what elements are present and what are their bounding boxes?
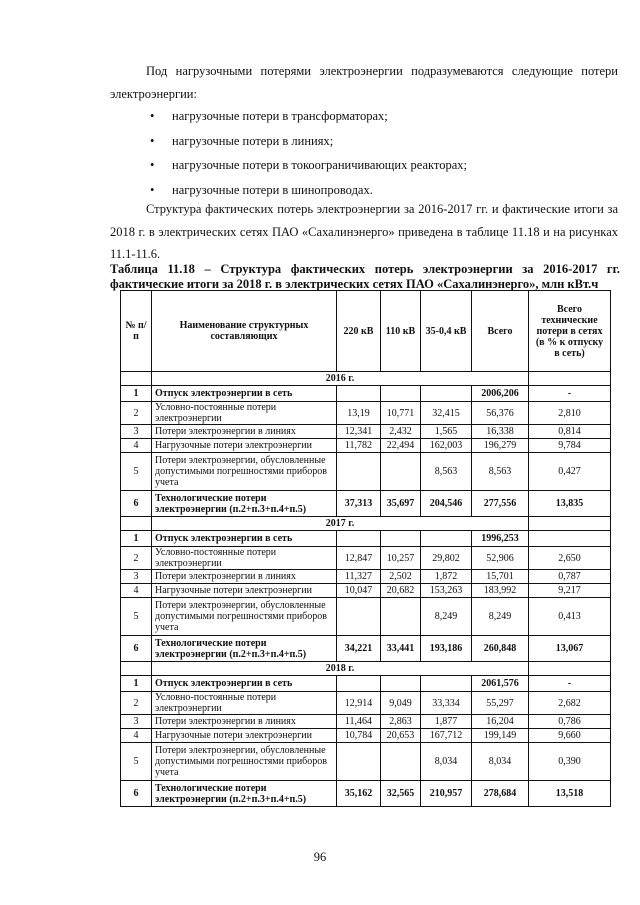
table-cell: Технологические потери электроэнергии (п.2+п.3+п.4+п.5) — [152, 636, 337, 662]
table-cell: 10,047 — [337, 584, 381, 598]
table-cell: 52,906 — [472, 547, 529, 570]
table-cell: 8,563 — [472, 453, 529, 491]
table-cell: Условно-постоянные потери электроэнергии — [152, 692, 337, 715]
table-cell — [121, 372, 152, 386]
table-row — [121, 402, 611, 425]
table-cell: 4 — [121, 584, 152, 598]
table-row — [121, 547, 611, 570]
table-cell: 2006,206 — [472, 386, 529, 402]
table-cell: 4 — [121, 729, 152, 743]
table-caption: Таблица 11.18 – Структура фактических потерь электроэнергии за 2016-2017 гг. фактические итоги за 2018 г. в электрических сетях ПАО «Сахалинэнерго», млн кВт.ч — [110, 262, 620, 291]
table-cell — [381, 743, 421, 781]
losses-table — [120, 290, 611, 807]
table-cell: 8,034 — [421, 743, 472, 781]
bullet-item: • нагрузочные потери в линиях; — [110, 129, 610, 154]
table-cell: 6 — [121, 491, 152, 517]
table-body — [121, 372, 611, 807]
table-cell: 13,19 — [337, 402, 381, 425]
table-cell: Потери электроэнергии в линиях — [152, 425, 337, 439]
table-cell: Потери электроэнергии, обусловленные допустимыми погрешностями приборов учета — [152, 453, 337, 491]
table-cell: 2,502 — [381, 570, 421, 584]
table-cell: 1 — [121, 386, 152, 402]
table-cell: 34,221 — [337, 636, 381, 662]
table-cell: 9,049 — [381, 692, 421, 715]
table-cell: 10,771 — [381, 402, 421, 425]
table-cell: 278,684 — [472, 781, 529, 807]
table-cell: 10,257 — [381, 547, 421, 570]
table-cell: 1,565 — [421, 425, 472, 439]
table-cell — [337, 676, 381, 692]
table-cell: 2 — [121, 692, 152, 715]
table-cell: 8,249 — [472, 598, 529, 636]
table-cell: 0,787 — [529, 570, 611, 584]
bullet-icon: • — [150, 109, 155, 123]
table-cell: 2,650 — [529, 547, 611, 570]
table-row — [121, 570, 611, 584]
table-cell: 1,877 — [421, 715, 472, 729]
page-number: 96 — [313, 850, 327, 864]
table-cell: 55,297 — [472, 692, 529, 715]
table-cell: 5 — [121, 453, 152, 491]
table-cell: 12,341 — [337, 425, 381, 439]
table-cell: 16,204 — [472, 715, 529, 729]
table-row — [121, 386, 611, 402]
table-cell: 196,279 — [472, 439, 529, 453]
table-cell: 8,563 — [421, 453, 472, 491]
table-cell: Технологические потери электроэнергии (п.2+п.3+п.4+п.5) — [152, 491, 337, 517]
table-cell: 32,415 — [421, 402, 472, 425]
table-row — [121, 729, 611, 743]
table-cell: Условно-постоянные потери электроэнергии — [152, 402, 337, 425]
table-cell: 193,186 — [421, 636, 472, 662]
table-cell — [337, 598, 381, 636]
table-cell: 0,427 — [529, 453, 611, 491]
bullet-icon: • — [150, 133, 155, 148]
table-cell — [337, 386, 381, 402]
table-cell — [381, 676, 421, 692]
table-cell: Технологические потери электроэнергии (п.2+п.3+п.4+п.5) — [152, 781, 337, 807]
table-cell — [529, 372, 611, 386]
table-cell: 9,784 — [529, 439, 611, 453]
header-cell: 220 кВ — [337, 291, 381, 372]
table-cell — [381, 531, 421, 547]
table-cell — [381, 598, 421, 636]
table-cell — [381, 453, 421, 491]
bullet-item: • нагрузочные потери в токоограничивающих реакторах; — [110, 153, 610, 178]
table-cell: 20,682 — [381, 584, 421, 598]
table-cell: 8,249 — [421, 598, 472, 636]
table-cell: 183,992 — [472, 584, 529, 598]
table-cell: 29,802 — [421, 547, 472, 570]
table-row — [121, 491, 611, 517]
table-cell: 0,786 — [529, 715, 611, 729]
table-cell: Отпуск электроэнергии в сеть — [152, 386, 337, 402]
table-cell: 6 — [121, 636, 152, 662]
table-cell: 5 — [121, 743, 152, 781]
table-cell — [337, 531, 381, 547]
intro-paragraph: Под нагрузочными потерями электроэнергии подразумеваются следующие потери электроэнергии: — [110, 64, 618, 101]
table-row — [121, 636, 611, 662]
structure-paragraph: Структура фактических потерь электроэнергии за 2016-2017 гг. и фактические итоги за 2018 г. в электрических сетях ПАО «Сахалинэнерго» приведена в таблице 11.18 и на рисунках 11.1-11.6. — [110, 202, 618, 261]
table-cell: 0,413 — [529, 598, 611, 636]
table-cell: 3 — [121, 570, 152, 584]
table-cell: Нагрузочные потери электроэнергии — [152, 729, 337, 743]
header-cell: № п/п — [121, 291, 152, 372]
table-cell — [121, 662, 152, 676]
table-cell: Потери электроэнергии в линиях — [152, 570, 337, 584]
year-label: 2016 г. — [152, 372, 529, 386]
table-cell: Отпуск электроэнергии в сеть — [152, 531, 337, 547]
header-cell: Наименование структурных составляющих — [152, 291, 337, 372]
table-cell: 5 — [121, 598, 152, 636]
table-cell: Условно-постоянные потери электроэнергии — [152, 547, 337, 570]
bullet-item: • нагрузочные потери в шинопроводах. — [110, 178, 610, 203]
table-cell: 2 — [121, 402, 152, 425]
table-cell: 12,847 — [337, 547, 381, 570]
table-cell — [421, 386, 472, 402]
table-cell: - — [529, 676, 611, 692]
table-cell: 204,546 — [421, 491, 472, 517]
table-row — [121, 531, 611, 547]
bullet-icon: • — [150, 182, 155, 197]
table-cell: 11,464 — [337, 715, 381, 729]
table-cell — [529, 531, 611, 547]
table-cell: 0,814 — [529, 425, 611, 439]
year-row — [121, 517, 611, 531]
table-row — [121, 584, 611, 598]
header-cell: 110 кВ — [381, 291, 421, 372]
table-row — [121, 439, 611, 453]
bullet-item: • нагрузочные потери в трансформаторах; — [110, 104, 610, 129]
table-cell: 16,338 — [472, 425, 529, 439]
table-cell: 199,149 — [472, 729, 529, 743]
table-cell — [121, 517, 152, 531]
table-cell — [421, 676, 472, 692]
table-cell: 12,914 — [337, 692, 381, 715]
table-cell: Потери электроэнергии, обусловленные допустимыми погрешностями приборов учета — [152, 598, 337, 636]
year-label: 2017 г. — [152, 517, 529, 531]
table-cell: Отпуск электроэнергии в сеть — [152, 676, 337, 692]
table-cell: 4 — [121, 439, 152, 453]
table-cell: 13,067 — [529, 636, 611, 662]
table-cell: 9,660 — [529, 729, 611, 743]
table-row — [121, 598, 611, 636]
table-cell: 37,313 — [337, 491, 381, 517]
table-cell: 11,782 — [337, 439, 381, 453]
table-cell: 56,376 — [472, 402, 529, 425]
table-cell: 3 — [121, 425, 152, 439]
table-cell: 1 — [121, 676, 152, 692]
year-label: 2018 г. — [152, 662, 529, 676]
table-cell: 3 — [121, 715, 152, 729]
table-cell: 11,327 — [337, 570, 381, 584]
table-cell: Нагрузочные потери электроэнергии — [152, 584, 337, 598]
table-row — [121, 781, 611, 807]
table-cell: 153,263 — [421, 584, 472, 598]
bullet-list — [110, 104, 610, 202]
table-cell: 1 — [121, 531, 152, 547]
table-cell — [337, 453, 381, 491]
table-cell: 0,390 — [529, 743, 611, 781]
header-cell: 35-0,4 кВ — [421, 291, 472, 372]
table-cell: 2,810 — [529, 402, 611, 425]
table-cell: 20,653 — [381, 729, 421, 743]
table-cell: 2,863 — [381, 715, 421, 729]
table-cell — [421, 531, 472, 547]
table-cell: 10,784 — [337, 729, 381, 743]
table-cell: 33,441 — [381, 636, 421, 662]
table-cell: Потери электроэнергии в линиях — [152, 715, 337, 729]
table-row — [121, 453, 611, 491]
table-cell: 13,518 — [529, 781, 611, 807]
table-cell — [337, 743, 381, 781]
table-cell: 35,162 — [337, 781, 381, 807]
table-cell: 277,556 — [472, 491, 529, 517]
table-header-row — [121, 291, 611, 372]
table-cell: 2061,576 — [472, 676, 529, 692]
table-cell: - — [529, 386, 611, 402]
table-cell: Нагрузочные потери электроэнергии — [152, 439, 337, 453]
table-row — [121, 676, 611, 692]
table-cell: 22,494 — [381, 439, 421, 453]
table-cell: 162,003 — [421, 439, 472, 453]
table-cell: 8,034 — [472, 743, 529, 781]
year-row — [121, 372, 611, 386]
table-cell: 167,712 — [421, 729, 472, 743]
table-row — [121, 692, 611, 715]
table-cell: 260,848 — [472, 636, 529, 662]
table-cell: 35,697 — [381, 491, 421, 517]
table-cell — [529, 517, 611, 531]
table-cell: 2,682 — [529, 692, 611, 715]
table-cell: 1996,253 — [472, 531, 529, 547]
year-row — [121, 662, 611, 676]
header-cell: Всего — [472, 291, 529, 372]
table-cell: 1,872 — [421, 570, 472, 584]
table-cell: Потери электроэнергии, обусловленные допустимыми погрешностями приборов учета — [152, 743, 337, 781]
table-cell: 13,835 — [529, 491, 611, 517]
table-cell — [381, 386, 421, 402]
table-cell: 33,334 — [421, 692, 472, 715]
table-cell: 15,701 — [472, 570, 529, 584]
bullet-icon: • — [150, 158, 155, 172]
header-cell: Всего технические потери в сетях (в % к отпуску в сеть) — [529, 291, 611, 372]
table-row — [121, 425, 611, 439]
table-cell: 210,957 — [421, 781, 472, 807]
table-cell: 2 — [121, 547, 152, 570]
table-cell: 9,217 — [529, 584, 611, 598]
table-cell: 2,432 — [381, 425, 421, 439]
table-cell: 6 — [121, 781, 152, 807]
table-cell: 32,565 — [381, 781, 421, 807]
table-row — [121, 743, 611, 781]
table-row — [121, 715, 611, 729]
table-cell — [529, 662, 611, 676]
